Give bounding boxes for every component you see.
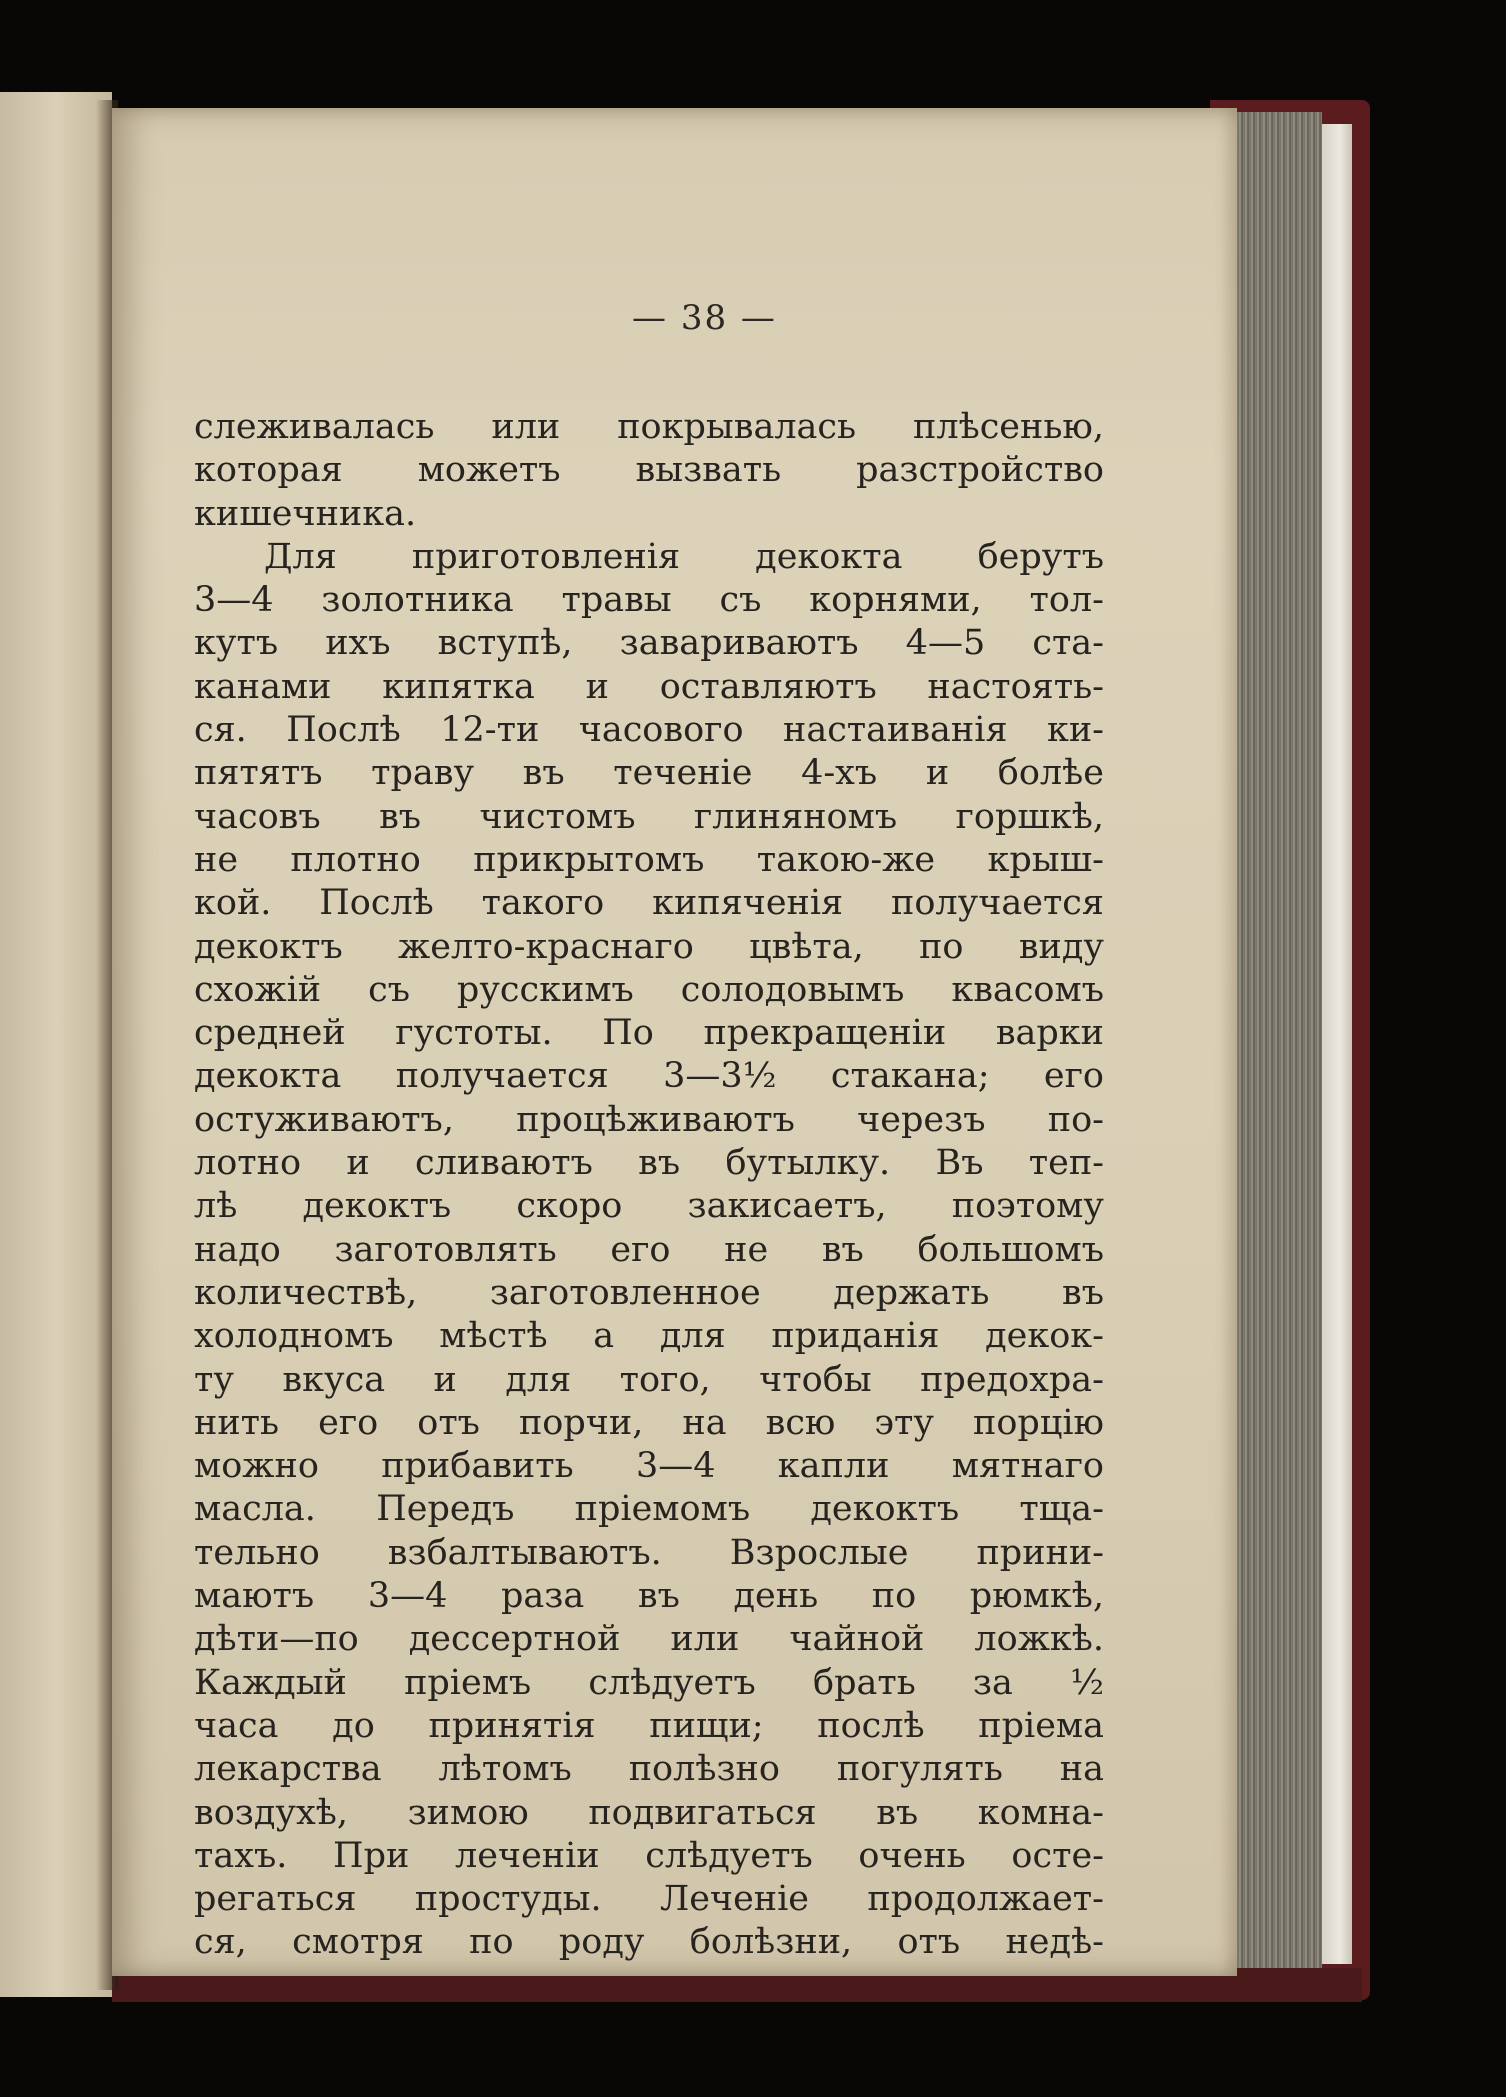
text-line: канами кипятка и оставляютъ настоять-: [194, 666, 1104, 707]
page-number: — 38 —: [632, 298, 777, 338]
text-line: можно прибавить 3—4 капли мятнаго: [194, 1446, 1104, 1487]
text-line: лотно и сливаютъ въ бутылку. Въ теп-: [194, 1143, 1104, 1184]
text-line: Для приготовленія декокта берутъ: [264, 536, 1104, 577]
text-line: количествѣ, заготовленное держать въ: [194, 1272, 1104, 1313]
text-line: регаться простуды. Леченіе продолжает-: [194, 1879, 1104, 1920]
text-line: нить его отъ порчи, на всю эту порцію: [194, 1402, 1104, 1443]
text-line: маютъ 3—4 раза въ день по рюмкѣ,: [194, 1576, 1104, 1617]
text-line: тахъ. При леченіи слѣдуетъ очень осте-: [194, 1835, 1104, 1876]
text-line: схожій съ русскимъ солодовымъ квасомъ: [194, 969, 1104, 1010]
text-line: остуживаютъ, процѣживаютъ черезъ по-: [194, 1099, 1104, 1140]
text-line: ту вкуса и для того, чтобы предохра-: [194, 1359, 1104, 1400]
text-line: ся, смотря по роду болѣзни, отъ недѣ-: [194, 1922, 1104, 1963]
text-line: ся. Послѣ 12-ти часового настаиванія ки-: [194, 710, 1104, 751]
page-text: [194, 406, 1104, 1965]
text-line: часовъ въ чистомъ глиняномъ горшкѣ,: [194, 796, 1104, 837]
text-line: не плотно прикрытомъ такою-же крыш-: [194, 839, 1104, 880]
text-line: воздухѣ, зимою подвигаться въ комна-: [194, 1792, 1104, 1833]
text-line: лекарства лѣтомъ полѣзно погулять на: [194, 1749, 1104, 1790]
text-line: кой. Послѣ такого кипяченія получается: [194, 883, 1104, 924]
text-line: часа до принятія пищи; послѣ пріема: [194, 1705, 1104, 1746]
text-line: дѣти—по дессертной или чайной ложкѣ.: [194, 1619, 1104, 1660]
text-line: кутъ ихъ вступѣ, завариваютъ 4—5 ста-: [194, 623, 1104, 664]
text-line: пятятъ траву въ теченіе 4-хъ и болѣе: [194, 753, 1104, 794]
page-stack-edge: [1232, 112, 1322, 1972]
text-line: холодномъ мѣстѣ а для приданія декок-: [194, 1316, 1104, 1357]
text-line: надо заготовлять его не въ большомъ: [194, 1229, 1104, 1270]
text-line: средней густоты. По прекращеніи варки: [194, 1013, 1104, 1054]
text-line: 3—4 золотника травы съ корнями, тол-: [194, 580, 1104, 621]
book-page: [112, 108, 1237, 1976]
text-line: слеживалась или покрывалась плѣсенью,: [194, 407, 1104, 447]
text-line: масла. Передъ пріемомъ декоктъ тща-: [194, 1489, 1104, 1530]
text-line: кишечника.: [194, 493, 417, 534]
text-line: которая можетъ вызвать разстройство: [194, 450, 1104, 491]
page-stack-highlight: [1322, 124, 1352, 1964]
text-line: декокта получается 3—3½ стакана; его: [194, 1056, 1104, 1097]
text-line: тельно взбалтываютъ. Взрослые прини-: [194, 1532, 1104, 1573]
text-line: лѣ декоктъ скоро закисаетъ, поэтому: [194, 1186, 1104, 1227]
text-line: декоктъ желто-краснаго цвѣта, по виду: [194, 926, 1104, 967]
text-line: Каждый пріемъ слѣдуетъ брать за ½: [194, 1662, 1104, 1703]
